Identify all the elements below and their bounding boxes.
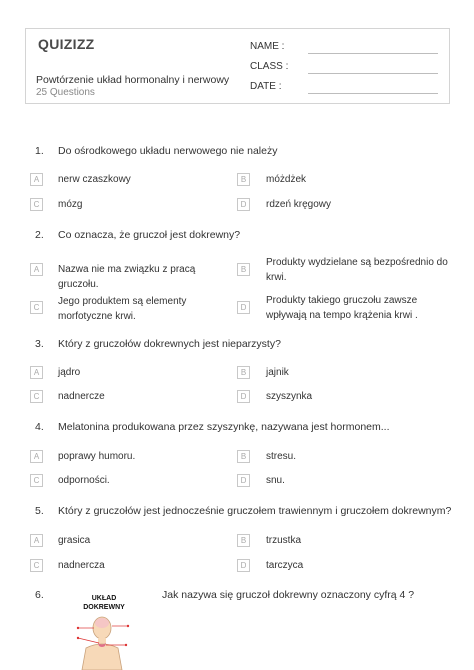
option-text: grasica [58,535,91,546]
option-box-b[interactable]: B [237,173,250,186]
option-box-c[interactable]: C [30,474,43,487]
option-text: Jego produktem są elementy morfotyczne krwi. [58,296,187,322]
option-box-c[interactable]: C [30,198,43,211]
option-text: nerw czaszkowy [58,174,131,185]
option-text: mózg [58,199,83,210]
question-text: Jak nazywa się gruczoł dokrewny oznaczony cyfrą 4 ? [162,589,415,601]
option-box-b[interactable]: B [237,366,250,379]
class-field[interactable] [308,73,438,74]
option-text: jajnik [266,367,289,378]
option-box-a[interactable]: A [30,366,43,379]
option-text: tarczyca [266,560,304,571]
diagram-title: UKŁAD DOKREWNY [83,595,125,611]
option-text: odporności. [58,475,110,486]
question-number: 5. [35,505,44,517]
option-text: móżdżek [266,174,307,185]
question-text: Co oznacza, że gruczoł jest dokrewny? [58,229,241,241]
quizizz-logo: QUIZIZZ [38,36,95,52]
option-box-b[interactable]: B [237,450,250,463]
option-box-d[interactable]: D [237,559,250,572]
option-box-b[interactable]: B [237,534,250,547]
option-text: Produkty wydzielane są bezpośrednio do krwi. [266,257,448,283]
worksheet-header [25,28,450,104]
option-text: rdzeń kręgowy [266,199,332,210]
option-box-b[interactable]: B [237,263,250,276]
option-box-d[interactable]: D [237,390,250,403]
option-text: nadnercza [58,560,105,571]
option-box-c[interactable]: C [30,390,43,403]
option-box-a[interactable]: A [30,534,43,547]
option-text: trzustka [266,535,302,546]
question-text: Który z gruczołów dokrewnych jest nieparzysty? [58,338,281,350]
option-text: nadnercze [58,391,105,402]
option-text: Nazwa nie ma związku z pracą gruczołu. [58,264,196,290]
question-number: 3. [35,338,44,350]
option-box-a[interactable]: A [30,450,43,463]
option-text: szyszynka [266,391,313,402]
class-label: CLASS : [250,61,289,72]
option-box-d[interactable]: D [237,301,250,314]
name-label: NAME : [250,41,285,52]
body-illustration-icon [72,612,136,670]
date-label: DATE : [250,81,282,92]
name-field[interactable] [308,53,438,54]
question-number: 6. [35,589,44,601]
option-box-c[interactable]: C [30,559,43,572]
question-text: Który z gruczołów jest jednocześnie gruczołem trawiennym i gruczołem dokrewnym? [58,505,452,517]
worksheet-title: Powtórzenie układ hormonalny i nerwowy [36,74,230,86]
question-text: Do ośrodkowego układu nerwowego nie należy [58,145,278,157]
option-text: Produkty takiego gruczołu zawsze wpływają na tempo krążenia krwi . [266,295,418,321]
date-field[interactable] [308,93,438,94]
question-text: Melatonina produkowana przez szyszynkę, nazywana jest hormonem... [58,421,390,433]
option-text: stresu. [266,451,297,462]
question-count: 25 Questions [36,87,95,98]
option-box-a[interactable]: A [30,263,43,276]
question-number: 4. [35,421,44,433]
option-box-d[interactable]: D [237,474,250,487]
option-box-d[interactable]: D [237,198,250,211]
option-box-c[interactable]: C [30,301,43,314]
option-text: poprawy humoru. [58,451,136,462]
option-text: jądro [58,367,81,378]
question-number: 1. [35,145,44,157]
question-number: 2. [35,229,44,241]
option-box-a[interactable]: A [30,173,43,186]
option-text: snu. [266,475,285,486]
endocrine-system-diagram [72,594,136,670]
